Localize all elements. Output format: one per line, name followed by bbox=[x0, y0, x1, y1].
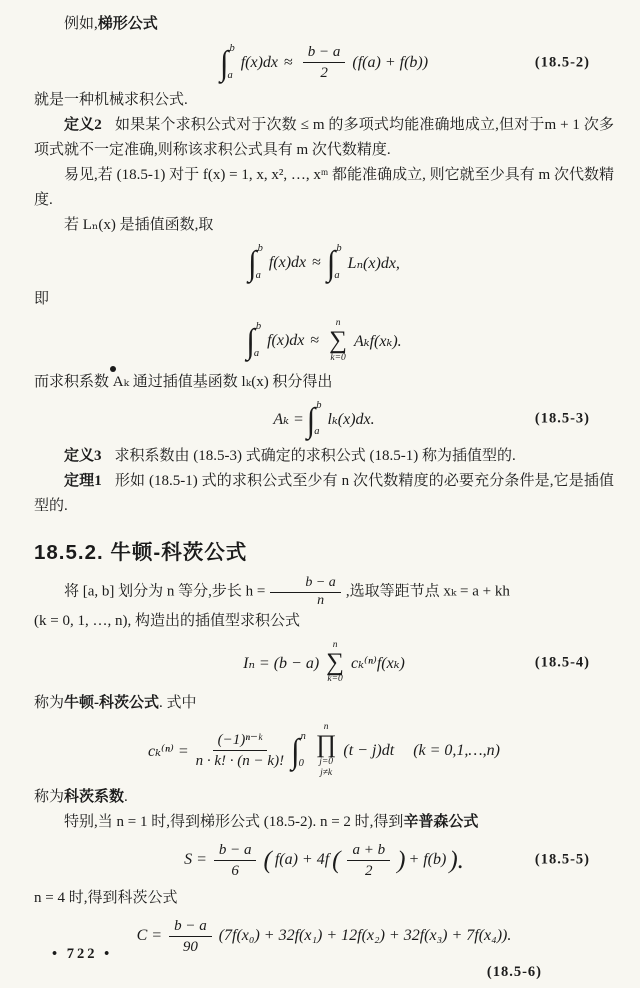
paragraph-cotes-coefficients bbox=[34, 785, 614, 810]
paragraph-example-intro bbox=[34, 12, 614, 37]
theorem-1-text: 形如 (18.5-1) 式的求积公式至少有 n 次代数精度的必要充分条件是,它是插值型的. bbox=[34, 472, 614, 514]
lower-limit: a bbox=[314, 426, 320, 438]
product-lower-condition: j≠k bbox=[320, 767, 333, 778]
integrand: f(x)dx bbox=[240, 53, 278, 71]
math-expression bbox=[220, 43, 428, 82]
integrand: f(x)dx bbox=[268, 253, 307, 271]
fraction bbox=[169, 917, 212, 956]
lower-limit: a bbox=[227, 69, 233, 81]
fraction-denominator: n · k! · (n − k)! bbox=[195, 753, 285, 770]
fraction-numerator: b − a bbox=[303, 43, 346, 63]
formula-trapezoid bbox=[34, 43, 614, 82]
sum-lower-limit: k=0 bbox=[327, 674, 343, 685]
integral-icon: ∫ bbox=[248, 242, 257, 283]
summation-group bbox=[329, 318, 347, 364]
formula-ak-coefficient bbox=[34, 401, 614, 438]
section-heading: 18.5.2. 牛顿-科茨公式 bbox=[34, 540, 248, 564]
integral-group bbox=[246, 322, 264, 359]
sum-upper-limit: n bbox=[332, 639, 338, 650]
fraction-numerator: b − a bbox=[169, 917, 212, 937]
close-paren: ) bbox=[397, 846, 406, 875]
theorem-1 bbox=[34, 469, 614, 519]
text-run: (k = 0, 1, …, n), 构造出的插值型求积公式 bbox=[34, 612, 300, 629]
math-expression bbox=[246, 318, 401, 364]
lhs: Iₙ = (b − a) bbox=[243, 654, 320, 672]
bold-term-cotes-coefficients: 科茨系数 bbox=[64, 788, 125, 805]
paragraph-special-cases bbox=[34, 810, 614, 835]
lhs: cₖ⁽ⁿ⁾ = bbox=[148, 742, 189, 760]
sum-icon: ∑ bbox=[329, 326, 347, 354]
integral-limits bbox=[336, 244, 341, 281]
fraction-denominator: n bbox=[317, 592, 325, 608]
label-namely: 即 bbox=[34, 291, 50, 307]
equation-number: (18.5-6) bbox=[486, 963, 542, 980]
paragraph-interpolation-intro: 若 Lₙ(x) 是插值函数,取 bbox=[64, 217, 214, 233]
fraction-numerator: b − a bbox=[270, 575, 340, 593]
fraction-denominator: 90 bbox=[182, 938, 198, 955]
formula-quadrature-sum bbox=[34, 318, 614, 364]
ink-spot bbox=[110, 366, 116, 372]
fraction-numerator: b − a bbox=[214, 841, 257, 861]
theorem-1-label: 定理1 bbox=[64, 472, 102, 489]
integral-icon: ∫ bbox=[306, 399, 316, 439]
sum-lower-limit: k=0 bbox=[330, 352, 346, 363]
definition-2 bbox=[34, 113, 614, 163]
fraction bbox=[214, 841, 257, 880]
bold-term-newton-cotes: 牛顿-科茨公式 bbox=[64, 695, 160, 712]
equation-number: (18.5-2) bbox=[534, 54, 590, 70]
formula-newton-cotes bbox=[34, 640, 614, 686]
term: + f(b) bbox=[408, 851, 447, 869]
integral-icon: ∫ bbox=[219, 42, 229, 83]
definition-3-text: 求积系数由 (18.5-3) 式确定的求积公式 (18.5-1) 称为插值型的. bbox=[114, 447, 516, 464]
lower-limit: a bbox=[334, 269, 340, 281]
fraction-numerator: a + b bbox=[347, 841, 390, 861]
lhs: S = bbox=[184, 851, 207, 869]
math-expression bbox=[148, 722, 500, 779]
math-expression bbox=[137, 917, 512, 956]
paragraph-called-newton-cotes bbox=[34, 691, 614, 716]
summation-group bbox=[326, 640, 344, 686]
fraction bbox=[196, 731, 284, 770]
equation-number: (18.5-4) bbox=[534, 654, 590, 671]
formula-cotes-coefficient-def bbox=[34, 722, 614, 779]
integrand: Lₙ(x)dx, bbox=[347, 254, 400, 272]
math-expression bbox=[243, 640, 405, 686]
upper-limit: b bbox=[316, 399, 322, 411]
text-run: . 式中 bbox=[159, 695, 197, 712]
open-paren: ( bbox=[332, 846, 341, 875]
product-lower-limit: j=0 bbox=[319, 757, 334, 768]
math-expression bbox=[248, 244, 400, 281]
formula-tail: (7f(x₀) + 32f(x₁) + 12f(x₂) + 32f(x₃) + 7f(x₄)). bbox=[218, 927, 512, 945]
lhs: Aₖ = bbox=[273, 411, 304, 429]
approx-sign: ≈ bbox=[310, 331, 320, 349]
upper-limit: b bbox=[229, 43, 235, 54]
inner-fraction bbox=[347, 841, 390, 880]
formula-interpolation-approx bbox=[34, 244, 614, 281]
text-run: 特别,当 n = 1 时,得到梯形公式 (18.5-2). n = 2 时,得到 bbox=[64, 813, 404, 830]
text-run: 将 [a, b] 划分为 n 等分,步长 h = bbox=[64, 583, 266, 600]
upper-limit: n bbox=[300, 731, 306, 743]
paragraph-mechanical: 就是一种机械求积公式. bbox=[34, 92, 188, 108]
integral-limits bbox=[316, 401, 321, 438]
math-expression bbox=[273, 401, 374, 438]
upper-limit: b bbox=[336, 243, 342, 254]
bold-term-simpson: 辛普森公式 bbox=[403, 813, 479, 830]
fraction-denominator: 2 bbox=[320, 65, 328, 81]
product-upper-limit: n bbox=[323, 722, 329, 733]
fraction-denominator: 2 bbox=[365, 862, 373, 879]
upper-limit: b bbox=[255, 321, 262, 333]
lower-limit: a bbox=[255, 269, 261, 281]
lower-limit: 0 bbox=[298, 757, 304, 769]
text-run: 例如, bbox=[64, 16, 98, 32]
integral-group bbox=[327, 244, 345, 281]
integrand: lₖ(x)dx. bbox=[327, 411, 375, 429]
integral-icon: ∫ bbox=[291, 731, 300, 771]
equation-number: (18.5-3) bbox=[534, 410, 590, 427]
integral-group bbox=[307, 401, 325, 438]
definition-3-label: 定义3 bbox=[64, 447, 102, 464]
summand: Aₖf(xₖ). bbox=[354, 332, 402, 350]
paragraph-partition bbox=[34, 575, 614, 634]
text-run: ,选取等距节点 xₖ = a + kh bbox=[345, 583, 510, 600]
upper-limit: b bbox=[257, 243, 263, 254]
integral-limits bbox=[298, 731, 306, 769]
definition-2-label: 定义2 bbox=[64, 117, 102, 133]
integrand: f(x)dx bbox=[267, 331, 305, 349]
integral-limits bbox=[253, 321, 262, 359]
paragraph-coefficient: 而求积系数 Aₖ 通过插值基函数 lₖ(x) 积分得出 bbox=[34, 373, 333, 390]
index-condition: (k = 0,1,…,n) bbox=[413, 741, 500, 759]
text-run: . bbox=[124, 788, 128, 805]
integral-group bbox=[220, 44, 238, 81]
sum-icon: ∑ bbox=[326, 648, 344, 676]
inline-fraction-step bbox=[270, 575, 340, 609]
integrand: (t − j)dt bbox=[343, 741, 395, 759]
formula-tail: (f(a) + f(b)) bbox=[352, 53, 429, 71]
definition-2-text: 如果某个求积公式对于次数 ≤ m 的多项式均能准确地成立,但对于m + 1 次多项式就不一定准确,则称该求积公式具有 m 次代数精度. bbox=[34, 117, 614, 158]
lower-limit: a bbox=[253, 347, 260, 359]
formula-cotes bbox=[34, 917, 614, 956]
approx-sign: ≈ bbox=[312, 253, 321, 271]
paragraph-obvious: 易见,若 (18.5-1) 对于 f(x) = 1, x, x², …, xᵐ 都能准确成立, 则它就至少具有 m 次代数精度. bbox=[34, 167, 614, 208]
summand: cₖ⁽ⁿ⁾f(xₖ) bbox=[351, 654, 405, 672]
fraction-denominator: 6 bbox=[231, 862, 239, 879]
integral-limits bbox=[229, 44, 234, 81]
sum-upper-limit: n bbox=[335, 318, 341, 328]
paragraph-n4: n = 4 时,得到科茨公式 bbox=[34, 889, 178, 906]
integral-icon: ∫ bbox=[326, 242, 336, 283]
integral-icon: ∫ bbox=[246, 321, 255, 361]
text-run: 称为 bbox=[34, 695, 65, 712]
product-group bbox=[316, 722, 337, 779]
fraction-numerator: (−1)ⁿ⁻ᵏ bbox=[213, 731, 267, 751]
open-paren: ( bbox=[263, 846, 272, 875]
integral-group bbox=[248, 244, 266, 281]
definition-3 bbox=[34, 444, 614, 469]
fraction bbox=[303, 43, 346, 82]
integral-limits bbox=[255, 243, 263, 281]
integral-group bbox=[291, 732, 309, 769]
formula-simpson bbox=[34, 841, 614, 880]
approx-sign: ≈ bbox=[284, 53, 293, 71]
equation-number: (18.5-5) bbox=[534, 851, 590, 868]
close-paren: ). bbox=[449, 846, 464, 875]
term: f(a) + 4f bbox=[274, 851, 330, 869]
math-expression bbox=[184, 841, 464, 880]
lhs: C = bbox=[136, 927, 163, 945]
bold-term-trapezoid-formula: 梯形公式 bbox=[97, 16, 158, 32]
product-icon: ∏ bbox=[315, 731, 337, 759]
page-number: • 722 • bbox=[52, 946, 113, 962]
text-run: 称为 bbox=[34, 788, 65, 805]
